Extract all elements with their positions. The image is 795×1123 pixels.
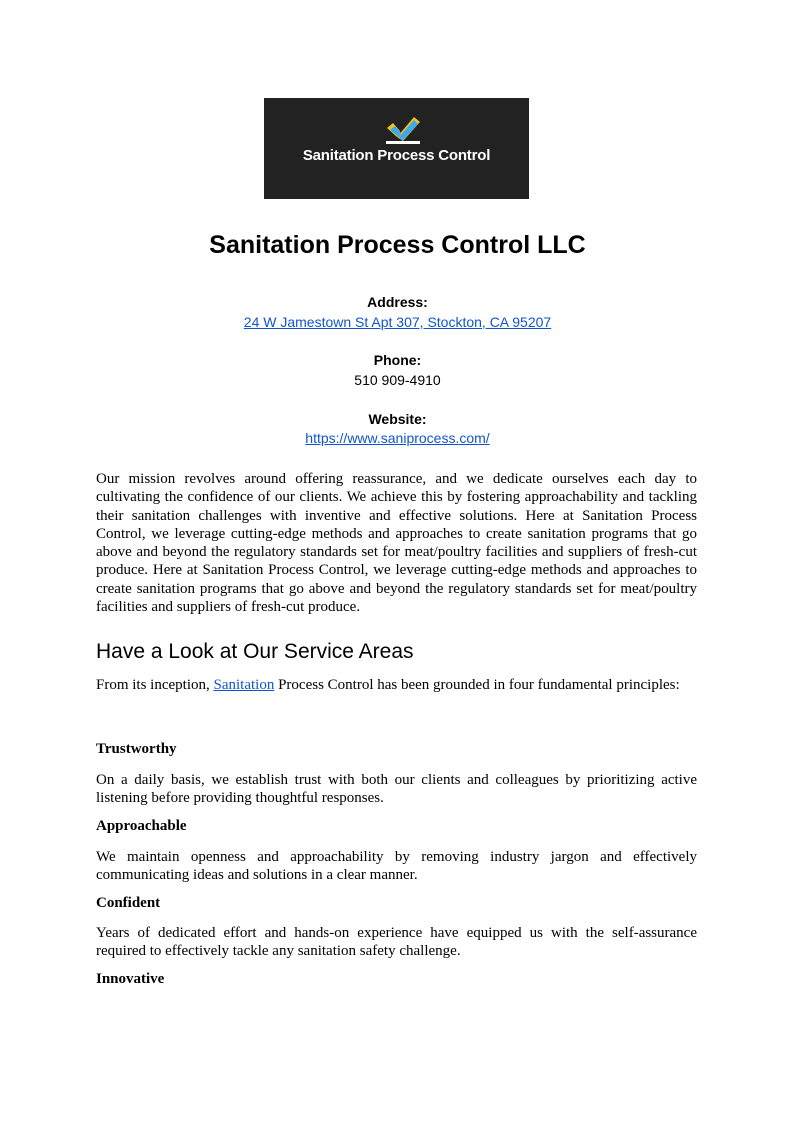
website-label: Website:	[368, 411, 427, 427]
page-title: Sanitation Process Control LLC	[209, 231, 586, 259]
principle-text-confident: Years of dedicated effort and hands-on experience have equipped us with the self-assurance required to effectively tackle any sanitation safety challenge.	[96, 925, 697, 960]
website-link[interactable]: https://www.saniprocess.com/	[305, 430, 490, 446]
address-row	[0, 314, 795, 330]
company-logo	[264, 98, 529, 199]
checkmark-logo-icon	[384, 114, 422, 146]
logo-wordmark: Sanitation Process Control	[302, 147, 491, 164]
principle-title-confident: Confident	[96, 895, 161, 911]
phone-value: 510 909-4910	[354, 372, 441, 388]
mission-paragraph: Our mission revolves around offering reassurance, and we dedicate ourselves each day to cultivating the confidence of our clients. We achieve this by fostering approachability and tackling their sanitation challenges with inventive and effective solutions. Here at Sanitation Process Control, we leverage cutting-edge methods and approaches to create sanitation programs that go above and beyond the regulatory standards set for meat/poultry facilities and suppliers of fresh-cut produce. Here at Sanitation Process Control, we leverage cutting-edge methods and approaches to create sanitation programs that go above and beyond the regulatory standards set for meat/poultry facilities and suppliers of fresh-cut produce.	[96, 471, 697, 616]
address-link[interactable]: 24 W Jamestown St Apt 307, Stockton, CA 95207	[243, 314, 552, 330]
address-label: Address:	[367, 294, 428, 310]
website-row	[0, 430, 795, 446]
principle-title-innovative: Innovative	[96, 971, 165, 987]
principle-text-trustworthy: On a daily basis, we establish trust with both our clients and colleagues by prioritizing active listening before providing thoughtful responses.	[96, 772, 697, 807]
intro-text-before: From its inception,	[96, 677, 214, 693]
services-intro	[96, 676, 697, 694]
phone-label: Phone:	[373, 352, 422, 368]
principle-text-approachable: We maintain openness and approachability by removing industry jargon and effectively communicating ideas and solutions in a clear manner.	[96, 849, 697, 884]
intro-text-after: Process Control has been grounded in four fundamental principles:	[274, 677, 680, 693]
principle-title-approachable: Approachable	[96, 818, 187, 834]
services-heading: Have a Look at Our Service Areas	[96, 640, 414, 663]
principle-title-trustworthy: Trustworthy	[96, 741, 177, 757]
sanitation-link[interactable]: Sanitation	[213, 677, 275, 693]
